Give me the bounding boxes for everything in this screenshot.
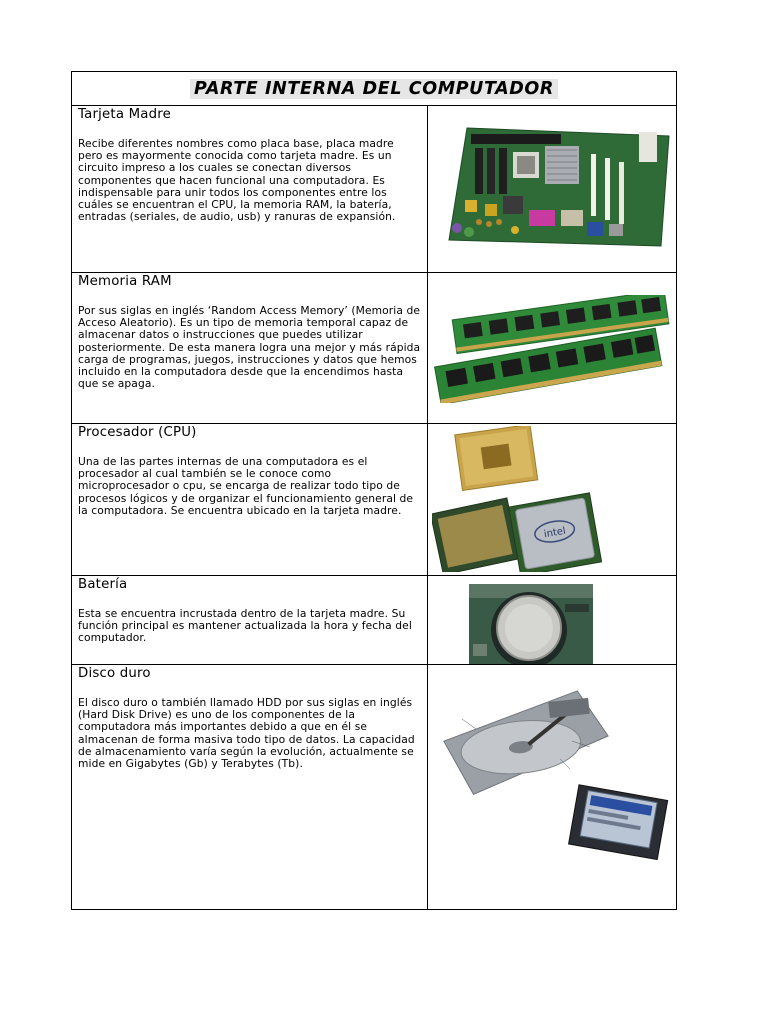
section-body: Una de las partes internas de una computadora es el procesador al cual también se le conoce como microprocesador o cpu, se encarga de realizar todo tipo de procesos lógicos y de organizar el funcionamiento general de la computadora. Se encuentra ubicado en la tarjeta madre. — [78, 455, 414, 517]
section-title: Memoria RAM — [78, 274, 172, 289]
section-title: Disco duro — [78, 666, 151, 681]
section-image-cell — [428, 273, 676, 423]
section-row-procesador — [72, 424, 676, 576]
motherboard-photo — [445, 126, 671, 247]
document-table — [71, 71, 677, 910]
section-body: Por sus siglas en inglés ‘Random Access Memory’ (Memoria de Acceso Aleatorio). Es un tipo de memoria temporal capaz de almacenar datos o instrucciones que puedes utilizar posteriormente. De esta manera logra una mejor y más rápida carga de programas, juegos, instrucciones y datos que hemos incluido en la computadora desde que la encendimos hasta que se apaga. — [78, 304, 421, 391]
processor-chips-photo — [432, 426, 602, 572]
section-body: Esta se encuentra incrustada dentro de la tarjeta madre. Su función principal es mantener actualizada la hora y fecha del computador. — [78, 607, 412, 645]
section-text-cell — [72, 273, 428, 423]
section-title: Procesador (CPU) — [78, 425, 197, 440]
section-text-cell — [72, 665, 428, 909]
section-body: Recibe diferentes nombres como placa base, placa madre pero es mayormente conocida como tarjeta madre. Es un circuito impreso a los cuales se conectan diversos componentes que hacen funcional una computadora. Es indispensable para unir todos los componentes entre los cuáles se encuentran el CPU, la memoria RAM, la batería, entradas (seriales, de audio, usb) y ranuras de expansión. — [78, 137, 396, 224]
section-image-cell — [428, 106, 676, 272]
ram-modules-photo — [430, 295, 674, 403]
section-text-cell — [72, 106, 428, 272]
section-text-cell — [72, 424, 428, 575]
cmos-battery-photo — [469, 584, 593, 664]
section-image-cell — [428, 576, 676, 664]
document-title: PARTE INTERNA DEL COMPUTADOR — [190, 79, 558, 99]
section-row-bateria — [72, 576, 676, 665]
section-title: Tarjeta Madre — [78, 107, 172, 122]
hard-disk-photos — [432, 689, 672, 879]
section-row-disco-duro — [72, 665, 676, 909]
section-image-cell — [428, 424, 676, 575]
section-row-memoria-ram — [72, 273, 676, 424]
chip-brand-label: intel — [543, 525, 567, 541]
section-body: El disco duro o también llamado HDD por sus siglas en inglés (Hard Disk Drive) es uno de los componentes de la computadora más importantes debido a que en él se almacenan de forma masiva todo tipo de datos. La capacidad de almacenamiento varía según la evolución, actualmente se mide en Gigabytes (Gb) y Terabytes (Tb). — [78, 696, 415, 771]
section-text-cell — [72, 576, 428, 664]
section-row-tarjeta-madre — [72, 106, 676, 273]
section-title: Batería — [78, 577, 128, 592]
title-row — [72, 72, 676, 106]
section-image-cell — [428, 665, 676, 909]
